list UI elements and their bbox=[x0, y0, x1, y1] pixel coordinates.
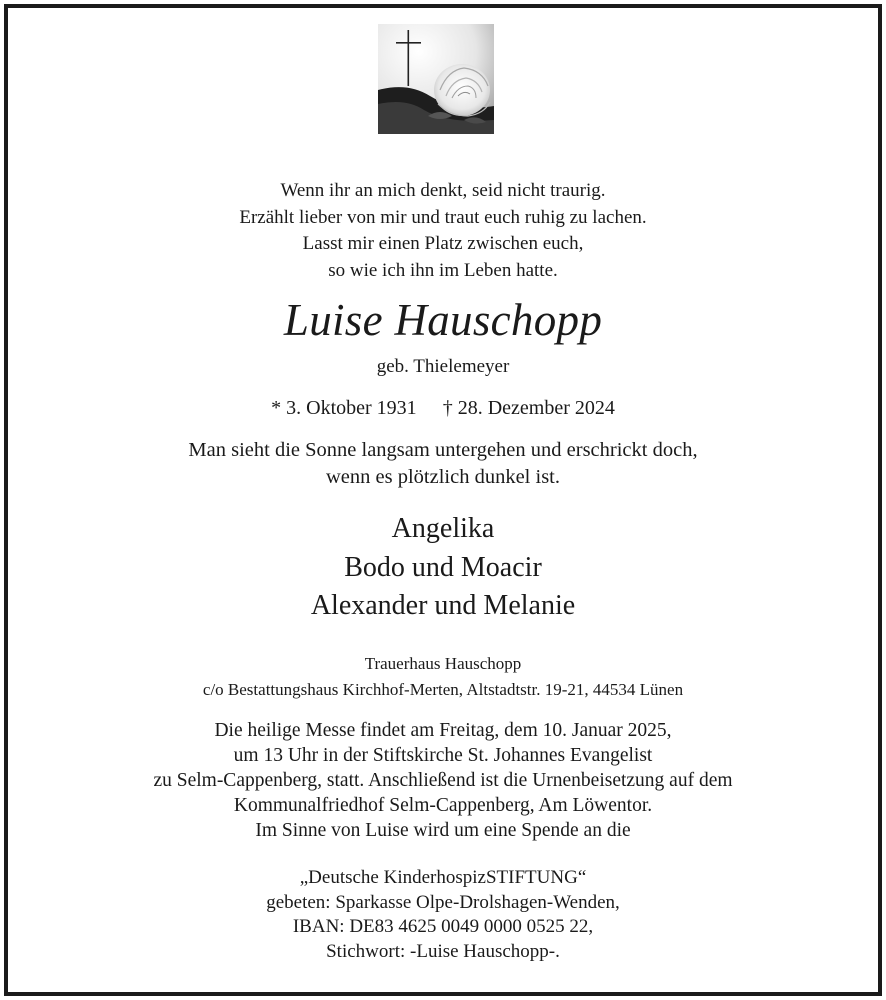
poem-line: so wie ich ihn im Leben hatte. bbox=[328, 259, 558, 281]
quote-line: Man sieht die Sonne langsam untergehen und erschrickt doch, bbox=[188, 439, 698, 461]
service-line: Kommunalfriedhof Selm-Cappenberg, Am Löwentor. bbox=[233, 795, 653, 816]
service-line: Die heilige Messe findet am Freitag, dem 10. Januar 2025, bbox=[214, 720, 672, 741]
maiden-name: geb. Thielemeyer bbox=[376, 356, 510, 377]
donation-line: gebeten: Sparkasse Olpe-Drolshagen-Wenden, bbox=[266, 891, 620, 913]
service-line: zu Selm-Cappenberg, statt. Anschließend ist die Urnenbeisetzung auf dem bbox=[153, 770, 733, 791]
mourning-house-address bbox=[0, 651, 886, 703]
poem-line: Erzählt lieber von mir und traut euch ruhig zu lachen. bbox=[239, 206, 647, 228]
address-line: c/o Bestattungshaus Kirchhof-Merten, Altstadtstr. 19-21, 44534 Lünen bbox=[202, 680, 684, 699]
memorial-quote bbox=[0, 437, 886, 490]
address-line: Trauerhaus Hauschopp bbox=[364, 654, 522, 673]
deceased-name: Luise Hauschopp bbox=[283, 295, 603, 345]
family-member: Alexander und Melanie bbox=[310, 590, 576, 621]
opening-poem bbox=[0, 178, 886, 284]
death-date: † 28. Dezember 2024 bbox=[442, 397, 615, 419]
donation-line: Stichwort: -Luise Hauschopp-. bbox=[326, 940, 560, 962]
family-member: Angelika bbox=[391, 513, 495, 544]
donation-details bbox=[0, 866, 886, 964]
family-members bbox=[0, 510, 886, 626]
quote-line: wenn es plötzlich dunkel ist. bbox=[326, 465, 560, 488]
birth-date: * 3. Oktober 1931 bbox=[271, 397, 417, 419]
cross-rose-emblem bbox=[378, 24, 494, 134]
poem-line: Wenn ihr an mich denkt, seid nicht traurig. bbox=[280, 180, 606, 201]
poem-line: Lasst mir einen Platz zwischen euch, bbox=[302, 233, 584, 254]
notice-border bbox=[4, 4, 882, 996]
service-line: Im Sinne von Luise wird um eine Spende an die bbox=[255, 820, 631, 841]
service-details bbox=[0, 718, 886, 843]
donation-line: IBAN: DE83 4625 0049 0000 0525 22, bbox=[292, 916, 594, 937]
service-line: um 13 Uhr in der Stiftskirche St. Johannes Evangelist bbox=[233, 745, 653, 766]
donation-line: „Deutsche KinderhospizSTIFTUNG“ bbox=[299, 867, 587, 888]
cross-rose-icon bbox=[378, 24, 494, 134]
family-member: Bodo und Moacir bbox=[344, 551, 542, 583]
life-dates bbox=[0, 394, 886, 422]
